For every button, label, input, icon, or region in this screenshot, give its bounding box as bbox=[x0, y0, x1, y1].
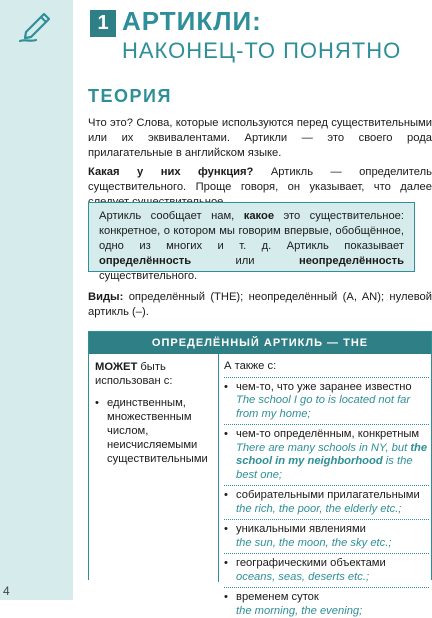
list-item bbox=[224, 428, 429, 482]
note-text: это существительное: конкретное, о котором мы говорим впервые, обобщённое, одно из многих и т. д. Артикль показывает bbox=[99, 210, 405, 252]
list-item bbox=[224, 381, 429, 422]
note-bold: неопределённость bbox=[298, 255, 404, 267]
column-divider bbox=[218, 354, 219, 582]
article-table bbox=[88, 331, 432, 617]
item-text: уникальными явлениями bbox=[236, 523, 366, 535]
note-text: или bbox=[191, 255, 299, 267]
section-heading: ТЕОРИЯ bbox=[88, 86, 172, 106]
chapter-title-line1: АРТИКЛИ: bbox=[122, 6, 262, 36]
example-text: There are many schools in NY, but bbox=[236, 441, 411, 454]
table-header: ОПРЕДЕЛЁННЫЙ АРТИКЛЬ — THE bbox=[89, 332, 431, 354]
note-bold: какое bbox=[243, 210, 275, 222]
paragraph-what: Что это? Слова, которые используются перед существительными или их эквивалентами. Артикли — это своего рода прилагательные в английском языке. bbox=[88, 117, 432, 159]
pencil-icon bbox=[16, 8, 56, 44]
item-example bbox=[236, 442, 427, 481]
paragraph-lead: Виды: bbox=[88, 291, 124, 303]
item-text: чем-то, что уже заранее известно bbox=[236, 380, 412, 393]
right-intro: А также с: bbox=[224, 360, 277, 372]
list-item bbox=[224, 523, 429, 550]
divider bbox=[224, 377, 429, 378]
item-example: the morning, the evening; bbox=[236, 604, 363, 617]
note-bold: определённость bbox=[99, 255, 192, 267]
example-bold: the school in my neighborhood bbox=[236, 441, 428, 467]
item-example: oceans, seas, deserts etc.; bbox=[236, 570, 370, 583]
item-example: the sun, the moon, the sky etc.; bbox=[236, 536, 392, 549]
divider bbox=[224, 424, 429, 425]
paragraph-lead: Какая у них функция? bbox=[88, 166, 254, 178]
chapter-number: 1 bbox=[90, 10, 116, 37]
item-text: географическими объектами bbox=[236, 557, 386, 569]
item-text: собирательными прилагательными bbox=[236, 489, 420, 501]
page-number: 4 bbox=[3, 584, 10, 598]
example-text: is the best one; bbox=[236, 455, 413, 481]
divider bbox=[224, 587, 429, 588]
item-text: временем суток bbox=[236, 591, 319, 603]
note-text: существительного. bbox=[99, 270, 198, 282]
divider bbox=[224, 485, 429, 486]
list-item: • единственным, множественным числом, неисчисляемыми существительными bbox=[95, 396, 213, 466]
item-example: the rich, the poor, the elderly etc.; bbox=[236, 502, 402, 515]
item-example: The school I go to is located not far from my home; bbox=[236, 394, 411, 420]
table-right-column bbox=[224, 360, 429, 618]
note-text: Артикль сообщает нам, bbox=[99, 210, 244, 222]
left-intro bbox=[95, 360, 213, 388]
table-left-column bbox=[95, 360, 213, 466]
item-text: чем-то определённым, конкретным bbox=[236, 428, 420, 440]
chapter-title-line2: НАКОНЕЦ-ТО ПОНЯТНО bbox=[122, 38, 402, 63]
left-intro-bold: МОЖЕТ bbox=[95, 361, 138, 373]
sidebar-band bbox=[0, 0, 73, 600]
note-box bbox=[88, 202, 415, 282]
divider bbox=[224, 519, 429, 520]
paragraph-text: определённый (THE); неопределённый (A, AN); нулевой артикль (–). bbox=[88, 291, 432, 318]
paragraph-text: Артикль — определитель существительного. Проще говоря, он указывает, что далее bbox=[88, 166, 432, 193]
list-item bbox=[224, 557, 429, 584]
divider bbox=[224, 553, 429, 554]
paragraph-types bbox=[88, 290, 432, 320]
left-intro-text: быть использован с: bbox=[95, 361, 173, 387]
list-item bbox=[224, 591, 429, 618]
list-item bbox=[224, 489, 429, 516]
